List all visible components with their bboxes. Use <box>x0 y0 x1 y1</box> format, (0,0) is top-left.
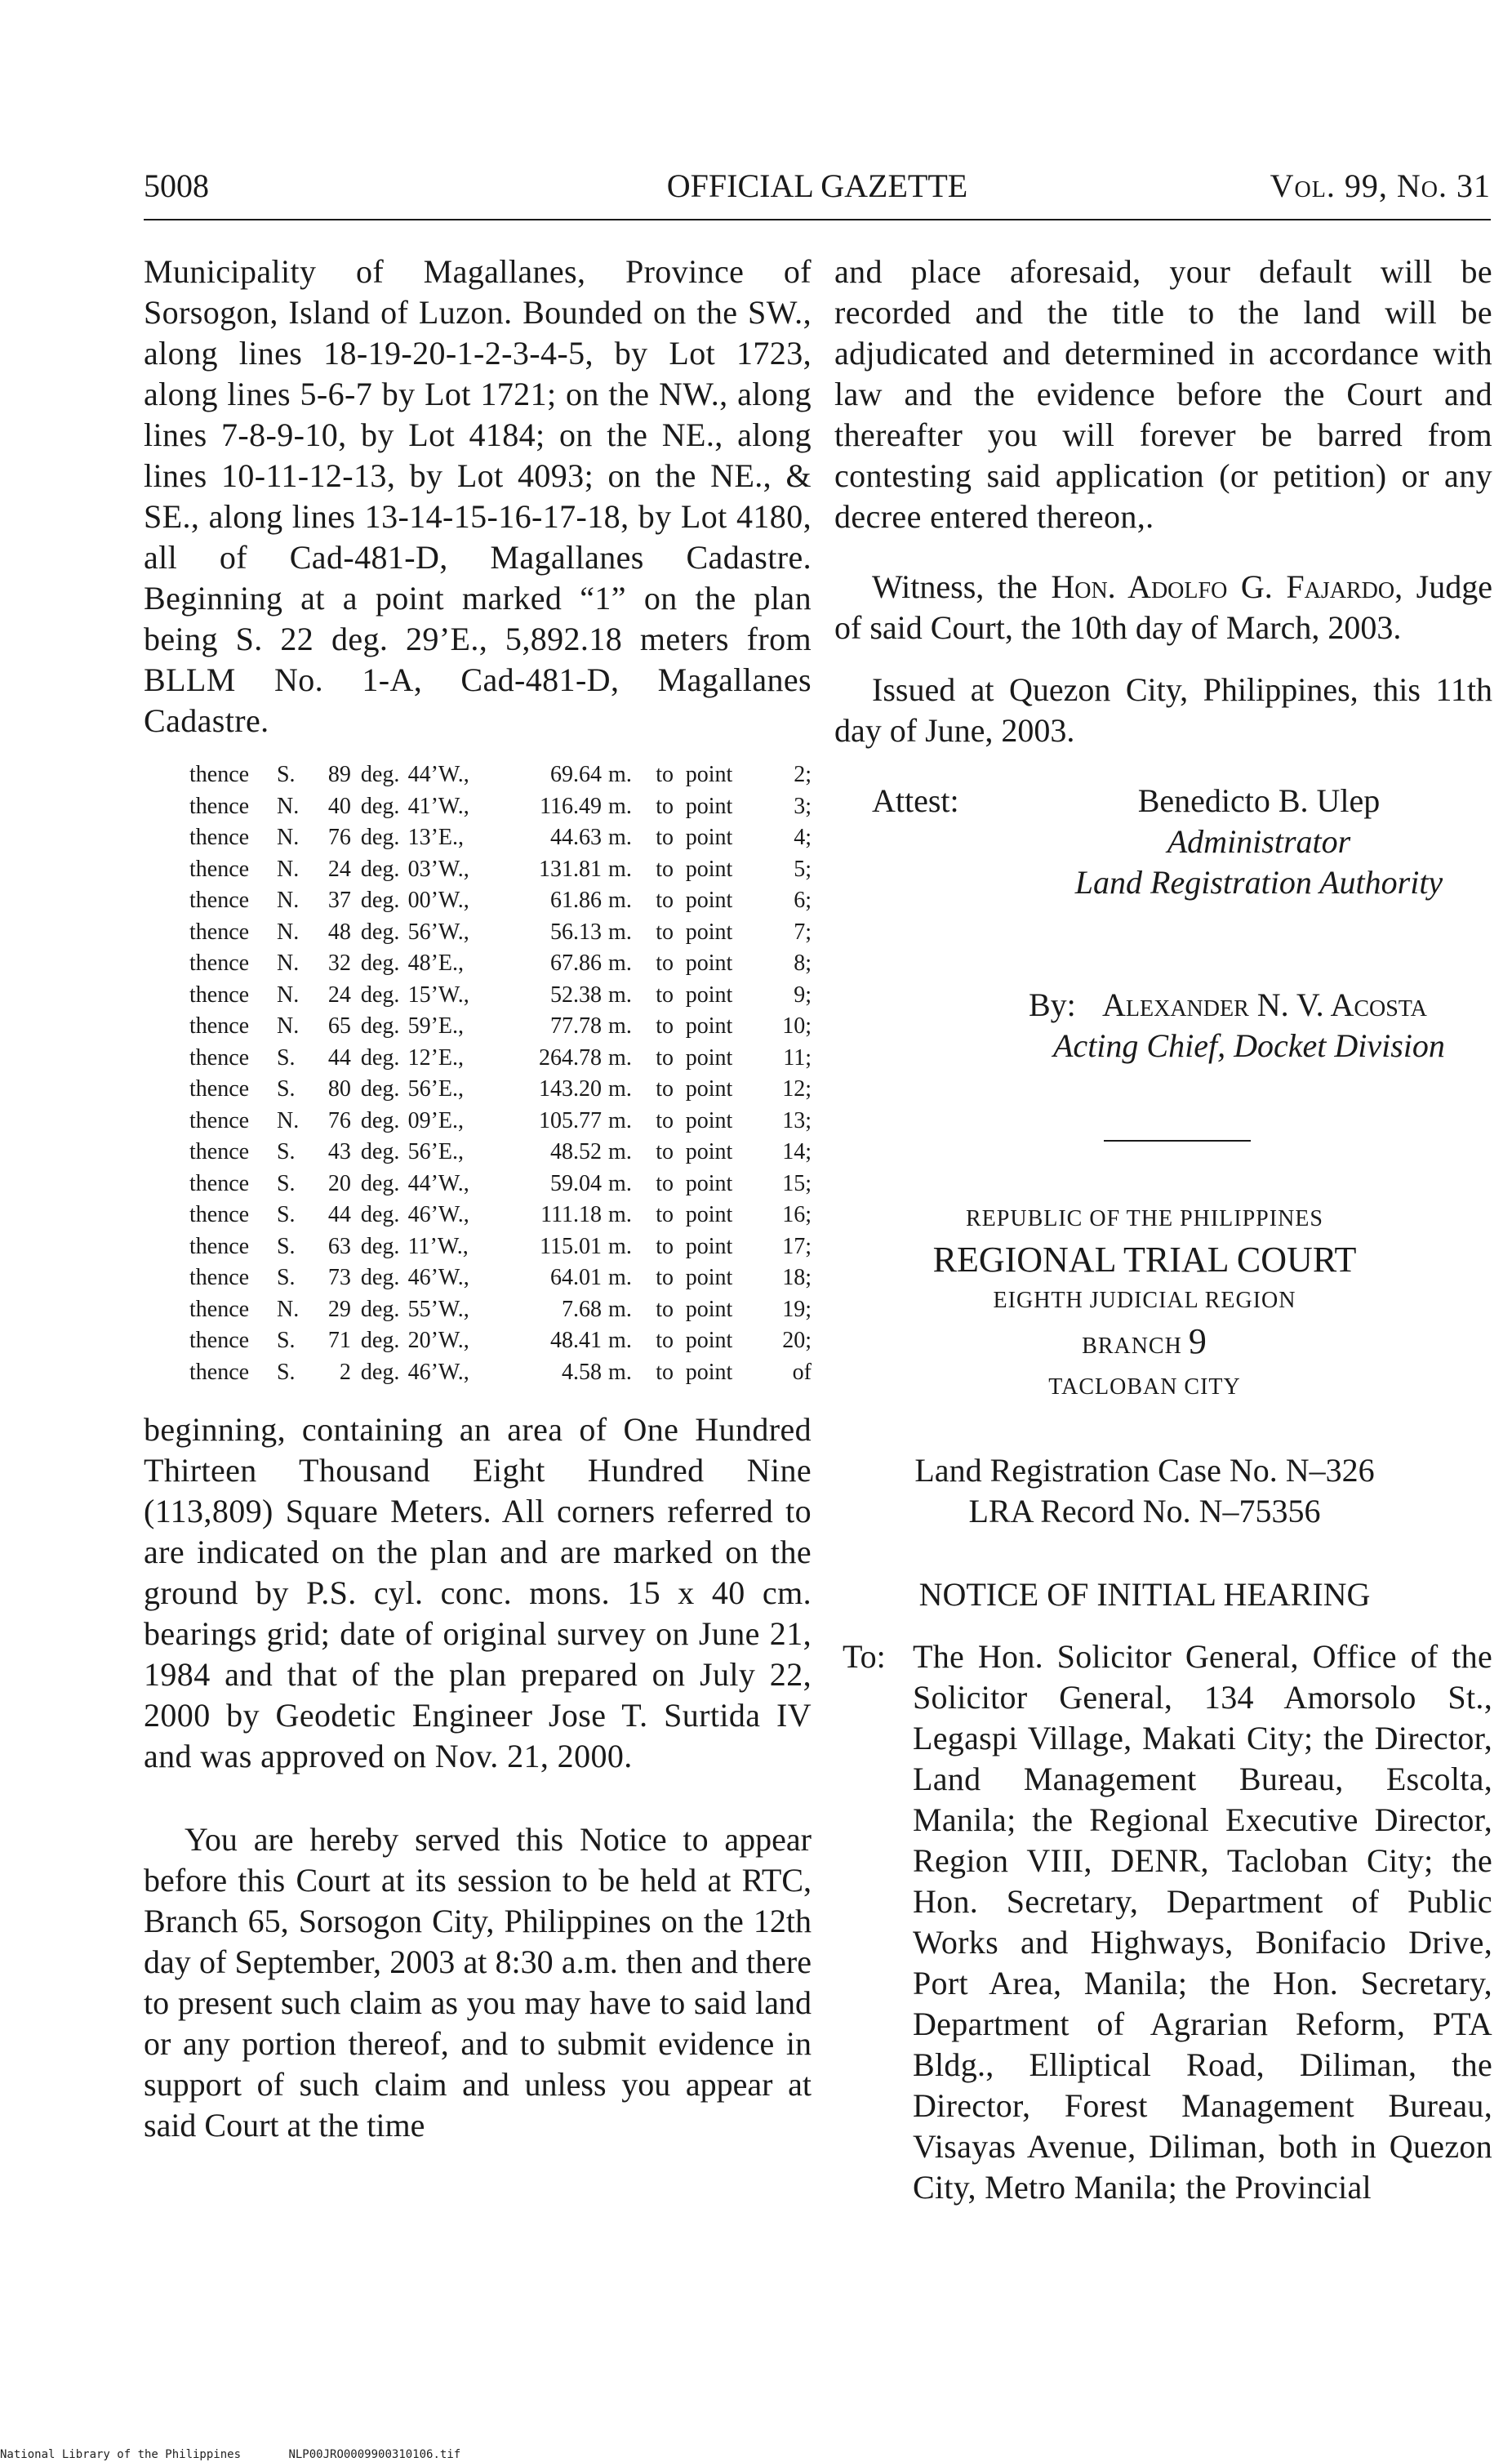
bearing-degrees: 44 <box>327 1202 351 1227</box>
bearing-unit: m. <box>608 982 632 1008</box>
bearing-to: to <box>656 825 674 850</box>
bearing-point: point <box>685 1107 733 1133</box>
bearing-direction: N. <box>276 919 300 945</box>
bearing-unit: m. <box>608 1170 632 1196</box>
bearing-degrees: 32 <box>327 951 351 976</box>
bearings-body <box>144 759 812 1388</box>
bearing-unit: m. <box>608 1139 632 1164</box>
bearing-deg-label: deg. <box>360 1328 400 1353</box>
bearing-deg-label: deg. <box>360 919 400 945</box>
bearing-direction: S. <box>276 1265 296 1290</box>
bearing-to: to <box>656 1139 674 1164</box>
bearing-direction: S. <box>276 1139 296 1164</box>
bearing-direction: N. <box>276 1296 300 1322</box>
right-column <box>834 252 1492 2208</box>
bearing-deg-label: deg. <box>360 1139 400 1164</box>
bearing-point-number: 12; <box>782 1076 812 1102</box>
library-credit: National Library of the Philippines <box>0 2448 242 2461</box>
bearing-point: point <box>685 1013 733 1039</box>
bearing-distance: 111.18 <box>540 1202 603 1227</box>
bearing-direction: S. <box>276 1202 296 1227</box>
bearing-to: to <box>656 762 674 787</box>
bearing-deg-label: deg. <box>360 1170 400 1196</box>
notice-title: NOTICE OF INITIAL HEARING <box>918 1576 1371 1613</box>
court-branch <box>834 1321 1455 1367</box>
bearing-thence: thence <box>189 762 250 787</box>
bearing-unit: m. <box>608 1107 632 1133</box>
bearing-row <box>144 854 812 886</box>
bearing-point: point <box>685 982 733 1008</box>
bearing-degrees: 43 <box>327 1139 351 1164</box>
bearing-point-number: 13; <box>782 1107 812 1133</box>
bearing-minutes: 13’E., <box>407 825 465 850</box>
by-label: By: <box>1029 986 1076 1023</box>
bearing-unit: m. <box>608 1202 632 1227</box>
bearing-degrees: 71 <box>327 1328 351 1353</box>
bearing-direction: N. <box>276 825 300 850</box>
bearing-thence: thence <box>189 951 250 976</box>
bearing-row <box>144 1231 812 1263</box>
attest-label: Attest: <box>872 782 959 819</box>
bearing-to: to <box>656 1296 674 1322</box>
bearing-row <box>144 822 812 854</box>
bearing-degrees: 63 <box>327 1233 351 1259</box>
bearing-unit: m. <box>608 1233 632 1259</box>
bearing-degrees: 44 <box>327 1044 351 1071</box>
page-number: 5008 <box>144 167 209 204</box>
bearing-deg-label: deg. <box>360 1044 400 1071</box>
bearing-degrees: 48 <box>327 919 351 945</box>
bearing-distance: 52.38 <box>550 982 603 1008</box>
bearing-distance: 131.81 <box>539 856 603 882</box>
court-heading <box>834 1199 1455 1408</box>
bearing-point-number: 15; <box>782 1170 812 1196</box>
bearing-point: point <box>685 1296 733 1322</box>
court-branch-number: 9 <box>1188 1321 1207 1361</box>
bearing-to: to <box>656 1265 674 1290</box>
bearing-unit: m. <box>608 1296 632 1322</box>
bearing-degrees: 73 <box>327 1265 351 1290</box>
bearing-thence: thence <box>189 825 250 850</box>
bearing-thence: thence <box>189 1107 250 1133</box>
volume-issue: Vol. 99, No. 31 <box>1270 167 1491 204</box>
bearing-point: point <box>685 1233 733 1259</box>
bearing-point: point <box>685 1265 733 1290</box>
bearing-point-number: 4; <box>794 825 812 850</box>
bearing-degrees: 24 <box>327 982 351 1008</box>
bearing-minutes: 56’W., <box>407 919 469 945</box>
bearing-thence: thence <box>189 793 250 819</box>
bearing-point: point <box>685 1202 733 1227</box>
bearing-to: to <box>656 1202 674 1227</box>
page-header <box>144 160 1491 212</box>
bearing-distance: 116.49 <box>540 793 603 819</box>
bearing-direction: S. <box>276 1233 296 1259</box>
bearing-point: point <box>685 856 733 882</box>
bearing-distance: 48.52 <box>550 1139 603 1164</box>
bearing-deg-label: deg. <box>360 951 400 976</box>
bearing-degrees: 65 <box>327 1013 351 1039</box>
bearing-row <box>144 1357 812 1389</box>
bearing-minutes: 59’E., <box>407 1013 465 1039</box>
default-paragraph: and place aforesaid, your default will be recorded and the title to the land will be adjudicated and determined in accordance with law and the evidence before the Court and thereafter you will forever be barred from contesting said application (or petition) or any decree entered thereon,. <box>834 253 1492 535</box>
bearing-unit: m. <box>608 1265 632 1290</box>
bearing-to: to <box>656 1233 674 1259</box>
judge-name: Hon. Adolfo G. Fajardo <box>1051 568 1395 605</box>
bearing-thence: thence <box>189 1013 250 1039</box>
bearing-minutes: 46’W., <box>407 1265 469 1290</box>
bearing-minutes: 09’E., <box>407 1107 465 1133</box>
addressee-block <box>834 1636 1492 2208</box>
bearing-thence: thence <box>189 1265 250 1290</box>
bearing-direction: S. <box>276 1328 296 1353</box>
attest-block <box>834 781 1492 985</box>
court-republic: REPUBLIC OF THE PHILIPPINES <box>966 1206 1323 1231</box>
bearing-minutes: 46’W., <box>407 1359 469 1385</box>
bearing-deg-label: deg. <box>360 856 400 882</box>
bearing-row <box>144 980 812 1012</box>
bearing-distance: 105.77 <box>539 1107 603 1133</box>
bearing-direction: S. <box>276 1076 296 1102</box>
bearing-unit: m. <box>608 1359 632 1385</box>
bearing-unit: m. <box>608 856 632 882</box>
witness-paragraph <box>834 567 1492 648</box>
scan-footer <box>0 2448 816 2461</box>
bearing-point-number: 5; <box>794 856 812 882</box>
bearing-point-number: of <box>792 1359 812 1385</box>
bearing-point: point <box>685 825 733 850</box>
bearing-unit: m. <box>608 1013 632 1039</box>
bearing-degrees: 37 <box>327 888 351 913</box>
bearing-direction: N. <box>276 1107 300 1133</box>
bearing-deg-label: deg. <box>360 1107 400 1133</box>
bearing-point-number: 11; <box>783 1044 812 1071</box>
bearing-deg-label: deg. <box>360 1265 400 1290</box>
attest-title-2: Land Registration Authority <box>1074 864 1443 901</box>
bearing-direction: N. <box>276 951 300 976</box>
bearing-row <box>144 791 812 823</box>
bearing-point: point <box>685 888 733 913</box>
bearing-unit: m. <box>608 1076 632 1102</box>
bearing-row <box>144 1043 812 1075</box>
bearing-distance: 143.20 <box>539 1076 603 1102</box>
bearing-minutes: 56’E., <box>407 1139 465 1164</box>
bearing-degrees: 89 <box>327 762 351 787</box>
bearing-point-number: 20; <box>782 1328 812 1353</box>
bearing-point-number: 14; <box>782 1139 812 1164</box>
to-label: To: <box>843 1638 886 1675</box>
bearing-minutes: 20’W., <box>407 1328 469 1353</box>
bearing-point-number: 19; <box>782 1296 812 1322</box>
bearing-unit: m. <box>608 793 632 819</box>
bearing-unit: m. <box>608 825 632 850</box>
bearing-point-number: 10; <box>782 1013 812 1039</box>
bearing-direction: S. <box>276 1359 296 1385</box>
bearing-deg-label: deg. <box>360 888 400 913</box>
bearing-row <box>144 1294 812 1326</box>
bearing-row <box>144 1137 812 1169</box>
bearing-row <box>144 1262 812 1294</box>
bearing-to: to <box>656 793 674 819</box>
bearing-distance: 48.41 <box>550 1328 603 1353</box>
bearing-degrees: 29 <box>327 1296 351 1322</box>
bearing-unit: m. <box>608 888 632 913</box>
addressee-list: The Hon. Solicitor General, Office of the Solicitor General, 134 Amorsolo St., Legaspi Village, Makati City; the Director, Land Management Bureau, Escolta, Manila; the Regional Executive Director, Region VIII, DENR, Tacloban City; the Hon. Secretary, Department of Public Works and Highways, Bonifacio Drive, Port Area, Manila; the Hon. Secretary, Department of Agrarian Reform, PTA Bldg., Elliptical Road, Diliman, the Director, Forest Management Bureau, Visayas Avenue, Diliman, both in Quezon City, Metro Manila; the Provincial <box>913 1638 1492 2206</box>
left-column <box>144 252 812 2146</box>
lot-description: Municipality of Magallanes, Province of Sorsogon, Island of Luzon. Bounded on the SW., along lines 18-19-20-1-2-3-4-5, by Lot 1723, along lines 5-6-7 by Lot 1721; on the NW., along lines 7-8-9-10, by Lot 4184; on the NE., along lines 10-11-12-13, by Lot 4093; on the NE., & SE., along lines 13-14-15-16-17-18, by Lot 4180, all of Cad-481-D, Magallanes Cadastre. Beginning at a point marked “1” on the plan being S. 22 deg. 29’E., 5,892.18 meters from BLLM No. 1-A, Cad-481-D, Magallanes Cadastre. <box>144 253 812 739</box>
bearing-point-number: 17; <box>782 1233 812 1259</box>
bearing-unit: m. <box>608 919 632 945</box>
bearing-point: point <box>685 1170 733 1196</box>
bearing-point-number: 6; <box>794 888 812 913</box>
bearing-to: to <box>656 1076 674 1102</box>
bearing-row <box>144 1169 812 1200</box>
bearing-deg-label: deg. <box>360 1076 400 1102</box>
bearing-point-number: 18; <box>782 1265 812 1290</box>
by-block <box>834 985 1492 1091</box>
bearing-deg-label: deg. <box>360 1296 400 1322</box>
bearing-row <box>144 1074 812 1106</box>
bearing-direction: S. <box>276 1044 296 1071</box>
bearings-table <box>144 759 812 1388</box>
bearing-direction: S. <box>276 762 296 787</box>
bearing-to: to <box>656 1170 674 1196</box>
bearing-minutes: 44’W., <box>407 1170 469 1196</box>
bearing-unit: m. <box>608 951 632 976</box>
bearing-point: point <box>685 762 733 787</box>
bearing-minutes: 41’W., <box>407 793 469 819</box>
witness-prefix: Witness, the <box>872 568 1038 605</box>
bearing-degrees: 80 <box>327 1076 351 1102</box>
bearing-minutes: 56’E., <box>407 1076 465 1102</box>
bearing-thence: thence <box>189 856 250 882</box>
bearing-to: to <box>656 856 674 882</box>
court-region: EIGHTH JUDICIAL REGION <box>993 1288 1296 1313</box>
bearing-to: to <box>656 951 674 976</box>
bearing-thence: thence <box>189 1202 250 1227</box>
bearing-thence: thence <box>189 888 250 913</box>
bearing-minutes: 00’W., <box>407 888 469 913</box>
bearing-thence: thence <box>189 1233 250 1259</box>
bearing-thence: thence <box>189 1359 250 1385</box>
header-rule <box>144 219 1491 220</box>
bearing-deg-label: deg. <box>360 762 400 787</box>
bearing-point: point <box>685 1328 733 1353</box>
bearing-direction: S. <box>276 1170 296 1196</box>
by-name: Alexander N. V. Acosta <box>1102 986 1427 1023</box>
bearing-to: to <box>656 1013 674 1039</box>
bearing-minutes: 03’W., <box>407 856 469 882</box>
bearing-row <box>144 1325 812 1357</box>
attest-name: Benedicto B. Ulep <box>1137 782 1381 819</box>
bearing-degrees: 2 <box>339 1359 351 1385</box>
bearing-distance: 44.63 <box>550 825 603 850</box>
bearing-distance: 59.04 <box>550 1170 603 1196</box>
bearing-direction: N. <box>276 793 300 819</box>
bearing-thence: thence <box>189 919 250 945</box>
court-city: TACLOBAN CITY <box>1048 1374 1241 1400</box>
attest-title-1: Administrator <box>1167 823 1351 860</box>
bearing-minutes: 11’W., <box>407 1233 469 1259</box>
bearing-distance: 264.78 <box>539 1044 603 1071</box>
bearing-to: to <box>656 1107 674 1133</box>
bearing-point-number: 8; <box>794 951 812 976</box>
bearing-deg-label: deg. <box>360 1013 400 1039</box>
bearing-distance: 7.68 <box>562 1296 603 1322</box>
bearing-distance: 4.58 <box>562 1359 603 1385</box>
bearing-thence: thence <box>189 1044 250 1071</box>
bearing-point-number: 3; <box>794 793 812 819</box>
bearing-to: to <box>656 1328 674 1353</box>
area-description: beginning, containing an area of One Hundred Thirteen Thousand Eight Hundred Nine (113,809) Square Meters. All corners referred to are indicated on the plan and are marked on the ground by P.S. cyl. conc. mons. 15 x 40 cm. bearings grid; date of original survey on June 21, 1984 and that of the plan prepared on July 22, 2000 by Geodetic Engineer Jose T. Surtida IV and was approved on Nov. 21, 2000. <box>144 1411 812 1774</box>
bearing-to: to <box>656 1359 674 1385</box>
bearing-thence: thence <box>189 1328 250 1353</box>
bearing-minutes: 44’W., <box>407 762 469 787</box>
bearing-point-number: 16; <box>782 1202 812 1227</box>
bearing-thence: thence <box>189 1139 250 1164</box>
bearing-deg-label: deg. <box>360 982 400 1008</box>
bearing-row <box>144 1106 812 1138</box>
bearing-distance: 115.01 <box>540 1233 603 1259</box>
section-divider <box>1104 1140 1251 1142</box>
notice-paragraph: You are hereby served this Notice to appear before this Court at its session to be held at RTC, Branch 65, Sorsogon City, Philippines on the 12th day of September, 2003 at 8:30 a.m. then and there to present such claim as you may have to said land or any portion thereof, and to submit evidence in support of such claim and unless you appear at said Court at the time <box>144 1821 812 2144</box>
bearing-unit: m. <box>608 1044 632 1071</box>
bearing-deg-label: deg. <box>360 825 400 850</box>
bearing-point-number: 2; <box>794 762 812 787</box>
bearing-distance: 69.64 <box>550 762 603 787</box>
bearing-point: point <box>685 1359 733 1385</box>
issued-paragraph: Issued at Quezon City, Philippines, this 11th day of June, 2003. <box>834 671 1492 749</box>
bearing-point-number: 9; <box>794 982 812 1008</box>
bearing-thence: thence <box>189 1076 250 1102</box>
bearing-distance: 61.86 <box>550 888 603 913</box>
bearing-to: to <box>656 982 674 1008</box>
bearing-point-number: 7; <box>794 919 812 945</box>
bearing-point: point <box>685 951 733 976</box>
bearing-distance: 67.86 <box>550 951 603 976</box>
court-branch-label: BRANCH <box>1082 1333 1182 1359</box>
bearing-direction: N. <box>276 856 300 882</box>
bearing-degrees: 76 <box>327 1107 351 1133</box>
bearing-direction: N. <box>276 1013 300 1039</box>
witness-suffix: , Judge of said Court, the 10th day of March, 2003. <box>834 568 1492 646</box>
bearing-unit: m. <box>608 762 632 787</box>
bearing-unit: m. <box>608 1328 632 1353</box>
bearing-row <box>144 917 812 949</box>
bearing-point: point <box>685 1044 733 1071</box>
court-name: REGIONAL TRIAL COURT <box>932 1240 1357 1280</box>
bearing-thence: thence <box>189 982 250 1008</box>
bearing-to: to <box>656 1044 674 1071</box>
bearing-point: point <box>685 793 733 819</box>
bearing-distance: 56.13 <box>550 919 603 945</box>
bearing-degrees: 20 <box>327 1170 351 1196</box>
bearing-minutes: 12’E., <box>407 1044 465 1071</box>
bearing-row <box>144 1011 812 1043</box>
bearing-thence: thence <box>189 1170 250 1196</box>
bearing-minutes: 48’E., <box>407 951 465 976</box>
bearing-distance: 77.78 <box>550 1013 603 1039</box>
bearing-minutes: 46’W., <box>407 1202 469 1227</box>
bearing-to: to <box>656 919 674 945</box>
bearing-row <box>144 885 812 917</box>
bearing-thence: thence <box>189 1296 250 1322</box>
bearing-row <box>144 1200 812 1231</box>
bearing-degrees: 24 <box>327 856 351 882</box>
scan-filename: NLP00JRO0009900310106.tif <box>288 2448 461 2461</box>
bearing-deg-label: deg. <box>360 1202 400 1227</box>
bearing-direction: N. <box>276 982 300 1008</box>
bearing-row <box>144 948 812 980</box>
by-title: Acting Chief, Docket Division <box>1053 1027 1445 1064</box>
bearing-point: point <box>685 919 733 945</box>
bearing-distance: 64.01 <box>550 1265 603 1290</box>
bearing-to: to <box>656 888 674 913</box>
bearing-point: point <box>685 1139 733 1164</box>
publication-title: OFFICIAL GAZETTE <box>666 167 968 204</box>
lra-record-number: LRA Record No. N–75356 <box>968 1493 1321 1529</box>
bearing-direction: N. <box>276 888 300 913</box>
bearing-degrees: 40 <box>327 793 351 819</box>
case-number: Land Registration Case No. N–326 <box>914 1452 1375 1489</box>
bearing-deg-label: deg. <box>360 1233 400 1259</box>
bearing-degrees: 76 <box>327 825 351 850</box>
bearing-deg-label: deg. <box>360 793 400 819</box>
bearing-row <box>144 759 812 791</box>
bearing-deg-label: deg. <box>360 1359 400 1385</box>
bearing-minutes: 55’W., <box>407 1296 469 1322</box>
bearing-minutes: 15’W., <box>407 982 469 1008</box>
bearing-point: point <box>685 1076 733 1102</box>
